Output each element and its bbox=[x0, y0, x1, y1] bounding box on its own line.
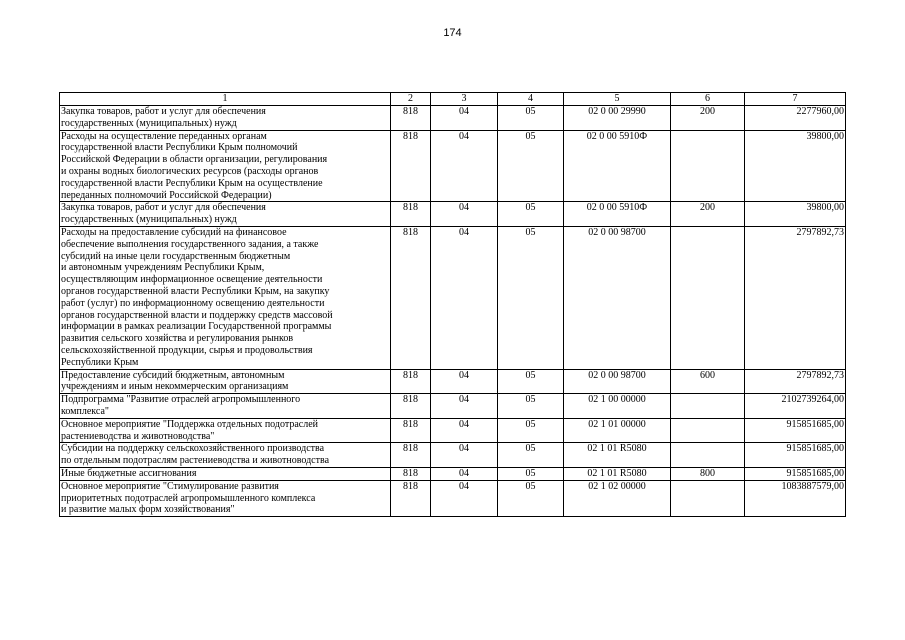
row-section: 04 bbox=[431, 106, 498, 131]
table-row bbox=[60, 369, 846, 394]
table-row bbox=[60, 480, 846, 516]
row-expense-type: 200 bbox=[671, 202, 745, 227]
header-col-6: 6 bbox=[671, 93, 745, 106]
table-row bbox=[60, 443, 846, 468]
row-expense-type bbox=[671, 226, 745, 369]
table-row bbox=[60, 394, 846, 419]
row-sum: 915851685,00 bbox=[745, 467, 846, 480]
header-row bbox=[60, 93, 846, 106]
row-target-article: 02 1 01 R5080 bbox=[564, 443, 671, 468]
row-name: Подпрограмма "Развитие отраслей агропромышленного комплекса" bbox=[60, 394, 391, 419]
row-target-article: 02 0 00 5910Ф bbox=[564, 202, 671, 227]
row-sum: 2797892,73 bbox=[745, 369, 846, 394]
row-section: 04 bbox=[431, 202, 498, 227]
row-name: Субсидии на поддержку сельскохозяйственного производства по отдельным подотраслям растениеводства и животноводства bbox=[60, 443, 391, 468]
row-grbs: 818 bbox=[391, 369, 431, 394]
table-row bbox=[60, 418, 846, 443]
row-name: Основное мероприятие "Поддержка отдельных подотраслей растениеводства и животноводства" bbox=[60, 418, 391, 443]
row-sum: 39800,00 bbox=[745, 130, 846, 202]
row-subsection: 05 bbox=[498, 418, 564, 443]
header-col-2: 2 bbox=[391, 93, 431, 106]
row-grbs: 818 bbox=[391, 418, 431, 443]
row-subsection: 05 bbox=[498, 130, 564, 202]
header-col-7: 7 bbox=[745, 93, 846, 106]
budget-table bbox=[59, 92, 846, 517]
row-target-article: 02 0 00 29990 bbox=[564, 106, 671, 131]
row-expense-type: 800 bbox=[671, 467, 745, 480]
row-subsection: 05 bbox=[498, 106, 564, 131]
row-expense-type bbox=[671, 480, 745, 516]
row-section: 04 bbox=[431, 467, 498, 480]
header-col-5: 5 bbox=[564, 93, 671, 106]
row-grbs: 818 bbox=[391, 443, 431, 468]
row-subsection: 05 bbox=[498, 443, 564, 468]
page-number: 174 bbox=[443, 27, 462, 39]
row-subsection: 05 bbox=[498, 226, 564, 369]
row-sum: 2797892,73 bbox=[745, 226, 846, 369]
row-name: Расходы на предоставление субсидий на финансовое обеспечение выполнения государственного задания, а также субсидий на иные цели государственным бюджетным и автономным учреждениям Республики Крым, осуществляющим информационное освещение деятельности органов государственной власти Республики Крым, на закупку работ (услуг) по информационному освещению деятельности органов государственной власти и поддержку средств массовой информации в рамках реализации Государственной программы развития сельского хозяйства и регулирования рынков сельскохозяйственной продукции, сырья и продовольствия Республики Крым bbox=[60, 226, 391, 369]
table-row bbox=[60, 130, 846, 202]
row-section: 04 bbox=[431, 369, 498, 394]
row-name: Основное мероприятие "Стимулирование развития приоритетных подотраслей агропромышленного комплекса и развитие малых форм хозяйствования" bbox=[60, 480, 391, 516]
header-col-3: 3 bbox=[431, 93, 498, 106]
row-grbs: 818 bbox=[391, 130, 431, 202]
table-row bbox=[60, 106, 846, 131]
row-target-article: 02 1 00 00000 bbox=[564, 394, 671, 419]
table-row bbox=[60, 226, 846, 369]
row-section: 04 bbox=[431, 418, 498, 443]
row-subsection: 05 bbox=[498, 467, 564, 480]
row-section: 04 bbox=[431, 480, 498, 516]
row-expense-type bbox=[671, 418, 745, 443]
row-target-article: 02 0 00 98700 bbox=[564, 226, 671, 369]
row-section: 04 bbox=[431, 130, 498, 202]
row-subsection: 05 bbox=[498, 202, 564, 227]
row-grbs: 818 bbox=[391, 480, 431, 516]
row-name: Иные бюджетные ассигнования bbox=[60, 467, 391, 480]
row-sum: 915851685,00 bbox=[745, 443, 846, 468]
row-name: Расходы на осуществление переданных органам государственной власти Республики Крым полномочий Российской Федерации в области организации, регулирования и охраны водных биологических ресурсов (расходы органов государственной власти Республики Крым на осуществление переданных полномочий Российской Федерации) bbox=[60, 130, 391, 202]
row-name: Закупка товаров, работ и услуг для обеспечения государственных (муниципальных) нужд bbox=[60, 106, 391, 131]
row-name: Предоставление субсидий бюджетным, автономным учреждениям и иным некоммерческим организациям bbox=[60, 369, 391, 394]
row-grbs: 818 bbox=[391, 106, 431, 131]
row-subsection: 05 bbox=[498, 394, 564, 419]
row-target-article: 02 1 01 00000 bbox=[564, 418, 671, 443]
header-col-4: 4 bbox=[498, 93, 564, 106]
row-grbs: 818 bbox=[391, 394, 431, 419]
row-target-article: 02 1 02 00000 bbox=[564, 480, 671, 516]
row-section: 04 bbox=[431, 443, 498, 468]
row-target-article: 02 0 00 5910Ф bbox=[564, 130, 671, 202]
row-expense-type bbox=[671, 443, 745, 468]
row-expense-type bbox=[671, 394, 745, 419]
row-sum: 2277960,00 bbox=[745, 106, 846, 131]
row-sum: 1083887579,00 bbox=[745, 480, 846, 516]
row-subsection: 05 bbox=[498, 480, 564, 516]
row-sum: 2102739264,00 bbox=[745, 394, 846, 419]
row-sum: 39800,00 bbox=[745, 202, 846, 227]
table-row bbox=[60, 467, 846, 480]
row-target-article: 02 0 00 98700 bbox=[564, 369, 671, 394]
row-grbs: 818 bbox=[391, 226, 431, 369]
row-grbs: 818 bbox=[391, 202, 431, 227]
row-expense-type bbox=[671, 130, 745, 202]
row-grbs: 818 bbox=[391, 467, 431, 480]
row-subsection: 05 bbox=[498, 369, 564, 394]
row-expense-type: 200 bbox=[671, 106, 745, 131]
row-section: 04 bbox=[431, 226, 498, 369]
table-row bbox=[60, 202, 846, 227]
row-name: Закупка товаров, работ и услуг для обеспечения государственных (муниципальных) нужд bbox=[60, 202, 391, 227]
header-col-1: 1 bbox=[60, 93, 391, 106]
row-target-article: 02 1 01 R5080 bbox=[564, 467, 671, 480]
row-sum: 915851685,00 bbox=[745, 418, 846, 443]
row-section: 04 bbox=[431, 394, 498, 419]
row-expense-type: 600 bbox=[671, 369, 745, 394]
